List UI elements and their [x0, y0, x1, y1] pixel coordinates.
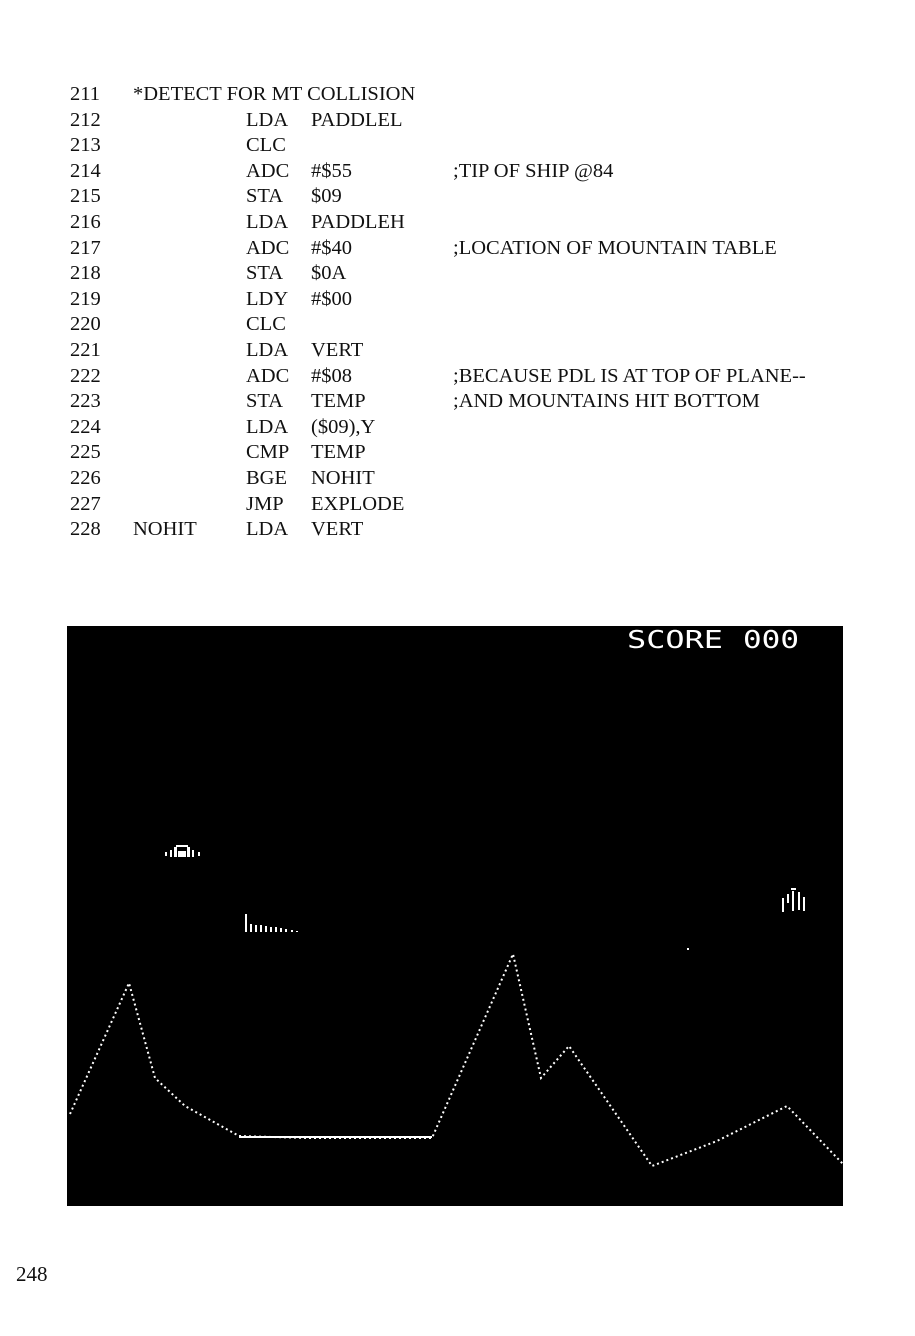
opcode: STA: [246, 185, 284, 208]
operand: $09: [311, 185, 342, 208]
operand: PADDLEH: [311, 210, 405, 233]
opcode: STA: [246, 262, 284, 285]
line-number: 227: [70, 492, 101, 515]
line-number: 224: [70, 415, 101, 438]
opcode: STA: [246, 390, 284, 413]
operand: EXPLODE: [311, 492, 405, 515]
line-number: 217: [70, 236, 101, 259]
operand: #$08: [311, 364, 352, 387]
opcode: CMP: [246, 441, 290, 464]
operand: VERT: [311, 518, 364, 541]
operand: ($09),Y: [311, 415, 376, 438]
line-number: 219: [70, 287, 101, 310]
opcode: LDA: [246, 210, 289, 233]
player-ship-icon: [165, 845, 200, 857]
line-number: 225: [70, 441, 101, 464]
line-number: 216: [70, 210, 101, 233]
opcode: ADC: [246, 159, 290, 182]
line-number: 226: [70, 466, 101, 489]
game-screenshot: [67, 626, 843, 1206]
opcode: ADC: [246, 364, 290, 387]
line-number: 214: [70, 159, 101, 182]
opcode: LDA: [246, 415, 289, 438]
opcode: BGE: [246, 466, 287, 489]
opcode: LDA: [246, 338, 289, 361]
line-number: 218: [70, 262, 101, 285]
opcode: CLC: [246, 134, 286, 157]
line-comment: ;TIP OF SHIP @84: [453, 159, 614, 182]
line-label: NOHIT: [133, 518, 197, 541]
score-label: SCORE: [627, 626, 723, 654]
stray-pixel: [687, 948, 689, 950]
opcode: CLC: [246, 313, 286, 336]
line-comment: ;AND MOUNTAINS HIT BOTTOM: [453, 390, 760, 413]
opcode: JMP: [246, 492, 284, 515]
operand: TEMP: [311, 441, 366, 464]
line-number: 223: [70, 390, 101, 413]
missile-trail: [245, 914, 298, 932]
operand: VERT: [311, 338, 364, 361]
line-number: 213: [70, 134, 101, 157]
line-number: 211: [70, 83, 100, 105]
line-number: 212: [70, 108, 101, 131]
opcode: LDA: [246, 108, 289, 131]
operand: TEMP: [311, 390, 366, 413]
line-label: *DETECT FOR MT COLLISION: [133, 83, 416, 105]
operand: PADDLEL: [311, 108, 403, 131]
page-number: 248: [16, 1262, 48, 1286]
line-number: 220: [70, 313, 101, 336]
line-number: 221: [70, 338, 101, 361]
opcode: LDA: [246, 518, 289, 541]
operand: $0A: [311, 262, 347, 285]
operand: NOHIT: [311, 466, 375, 489]
operand: #$55: [311, 159, 352, 182]
opcode: ADC: [246, 236, 290, 259]
operand: #$40: [311, 236, 352, 259]
line-number: 222: [70, 364, 101, 387]
game-graphics: [67, 626, 843, 1206]
score-value: 000: [743, 626, 799, 654]
operand: #$00: [311, 287, 352, 310]
line-comment: ;BECAUSE PDL IS AT TOP OF PLANE--: [453, 364, 806, 387]
line-number: 215: [70, 185, 101, 208]
line-number: 228: [70, 518, 101, 541]
mountain-terrain: [70, 954, 843, 1166]
enemy-ship-icon: [782, 888, 805, 912]
line-comment: ;LOCATION OF MOUNTAIN TABLE: [453, 236, 777, 259]
opcode: LDY: [246, 287, 289, 310]
